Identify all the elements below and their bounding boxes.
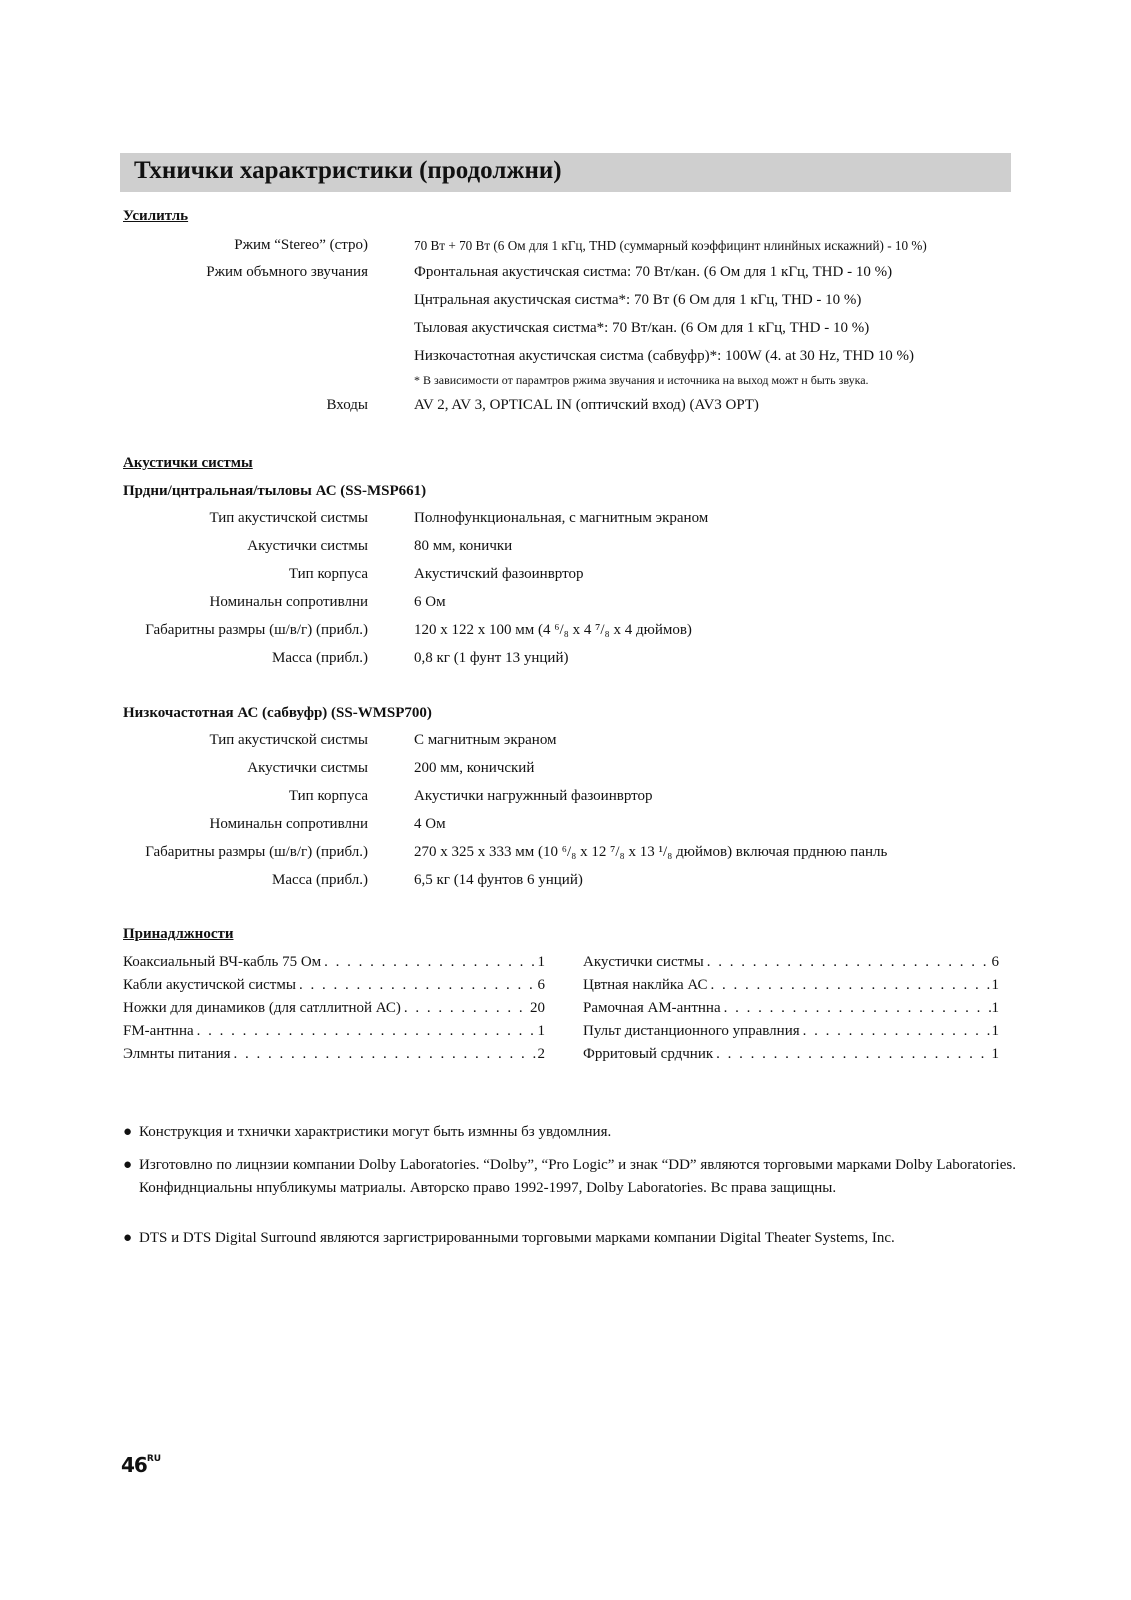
spec-row — [0, 538, 1131, 560]
spec-row-inputs — [0, 397, 1131, 419]
accessories-heading: Принадлжности — [123, 926, 234, 942]
spec-label: Тип акустичской систмы — [209, 732, 368, 748]
spec-value: 80 мм, конички — [414, 538, 513, 554]
spec-value: Акустички нагружнный фазоинвртор — [414, 788, 653, 804]
spec-label: Тип корпуса — [288, 788, 368, 804]
spec-value: Фронтальная акустичская систма: 70 Вт/кан. (6 Ом для 1 кГц, THD - 10 %) — [414, 264, 893, 280]
subwoofer-heading: Низкочастотная АС (сабвуфр) (SS-WMSP700) — [123, 705, 432, 721]
amplifier-heading: Усилитль — [123, 208, 189, 224]
bullet-icon: ● — [123, 1157, 133, 1173]
spec-row — [0, 816, 1131, 838]
spec-label: Ржим “Stereo” (стро) — [234, 237, 368, 253]
spec-row — [0, 237, 1131, 259]
note-item — [123, 1121, 1013, 1144]
spec-row — [0, 566, 1131, 588]
spec-label: Габаритны размры (ш/в/г) (прибл.) — [145, 622, 368, 638]
spec-value: 70 Вт + 70 Вт (6 Ом для 1 кГц, THD (суммарный коэффицинт нлинйных искажний) - 10 %) — [414, 238, 927, 253]
spec-row — [0, 348, 1131, 370]
note-item — [123, 1154, 1016, 1223]
spec-row — [0, 510, 1131, 532]
spec-row — [0, 292, 1131, 314]
spec-value: 6,5 кг (14 фунтов 6 унций) — [414, 872, 583, 888]
spec-label: Акустички систмы — [247, 760, 368, 776]
bullet-icon: ● — [123, 1230, 133, 1246]
speakers-heading: Акустички систмы — [123, 455, 253, 471]
accessory-item: Элмнты питания . . . 2 — [123, 1046, 545, 1068]
spec-label: Номинальн сопротивлни — [209, 816, 368, 832]
spec-label: Масса (прибл.) — [272, 872, 368, 888]
accessory-item: Пульт дистанционного управлния . . . 1 — [583, 1023, 999, 1045]
spec-row — [0, 872, 1131, 894]
spec-value: 270 x 325 x 333 мм (10 ⁶/₈ x 12 ⁷/₈ x 13 ¹/₈ дюймов) включая прднюю панль — [414, 844, 888, 860]
spec-label: Тип акустичской систмы — [209, 510, 368, 526]
accessory-item: Коаксиальный ВЧ-кабль 75 Ом . . . 1 — [123, 954, 545, 976]
page-language-code: RU — [146, 1454, 162, 1464]
spec-label: Масса (прибл.) — [272, 650, 368, 666]
spec-row — [0, 264, 1131, 286]
spec-value: С магнитным экраном — [414, 732, 557, 748]
spec-row — [0, 844, 1131, 866]
spec-value: 200 мм, коничский — [414, 760, 535, 776]
spec-value: Акустичский фазоинвртор — [414, 566, 584, 582]
accessory-item: Акустички систмы . . . 6 — [583, 954, 999, 976]
accessory-item: Ножки для динамиков (для сатллитной АС) . . . 20 — [123, 1000, 545, 1022]
spec-value: 120 x 122 x 100 мм (4 ⁶/₈ x 4 ⁷/₈ x 4 дюймов) — [414, 622, 692, 638]
accessory-item: Цвтная наклйка АС . . . 1 — [583, 977, 999, 999]
amplifier-footnote: * В зависимости от парамтров ржима звучания и источника на выход можт н быть звука. — [414, 373, 869, 387]
section-title-bar — [120, 153, 1011, 192]
spec-value: Тыловая акустичская систма*: 70 Вт/кан. (6 Ом для 1 кГц, THD - 10 %) — [414, 320, 870, 336]
spec-row — [0, 650, 1131, 672]
spec-label: Габаритны размры (ш/в/г) (прибл.) — [145, 844, 368, 860]
spec-value: Низкочастотная акустичская систма (сабвуфр)*: 100W (4. at 30 Hz, THD 10 %) — [414, 348, 915, 364]
note-text: DTS и DTS Digital Surround являются заргистрированными торговыми марками компании Digital Theater Systems, Inc. — [139, 1230, 895, 1246]
spec-value: 6 Ом — [414, 594, 446, 610]
accessory-item: Фрритовый срдчник . . . 1 — [583, 1046, 999, 1068]
spec-row — [0, 622, 1131, 644]
note-text: Изготовлно по лицнзии компании Dolby Laboratories. “Dolby”, “Pro Logic” и знак “DD” являются торговыми марками Dolby Laboratories. Конфиднциальны нпубликумы матриалы. Авторско право 1992-1997, Dolby Laboratories. Вс права защищны. — [139, 1157, 1016, 1196]
spec-row — [0, 788, 1131, 810]
bullet-icon: ● — [123, 1124, 133, 1140]
front-speakers-heading: Прдни/цнтральная/тыловы АС (SS-MSP661) — [123, 483, 427, 499]
spec-row — [0, 320, 1131, 342]
spec-value: 4 Ом — [414, 816, 446, 832]
accessory-item: Кабли акустичской систмы . . . 6 — [123, 977, 545, 999]
spec-value: Цнтральная акустичская систма*: 70 Вт (6 Ом для 1 кГц, THD - 10 %) — [414, 292, 862, 308]
spec-label: Тип корпуса — [288, 566, 368, 582]
spec-label: Акустички систмы — [247, 538, 368, 554]
spec-label: Ржим объмного звучания — [206, 264, 368, 280]
accessory-item: Рамочная АМ-антнна . . . 1 — [583, 1000, 999, 1022]
note-item — [123, 1227, 1013, 1273]
spec-value: AV 2, AV 3, OPTICAL IN (оптичский вход) (AV3 OPT) — [414, 397, 759, 413]
page-title: Тхнички характристики (продолжни) — [134, 157, 562, 184]
spec-row — [0, 594, 1131, 616]
accessory-item: FM-антнна . . . 1 — [123, 1023, 545, 1045]
spec-row — [0, 732, 1131, 754]
note-text: Конструкция и тхнички характристики могут быть измнны бз увдомлния. — [139, 1124, 612, 1140]
spec-value: 0,8 кг (1 фунт 13 унций) — [414, 650, 569, 666]
spec-row — [0, 760, 1131, 782]
spec-label: Номинальн сопротивлни — [209, 594, 368, 610]
page-number: $46^{RU}$ — [121, 1453, 162, 1477]
spec-label: Входы — [326, 397, 368, 413]
spec-value: Полнофункциональная, с магнитным экраном — [414, 510, 709, 526]
